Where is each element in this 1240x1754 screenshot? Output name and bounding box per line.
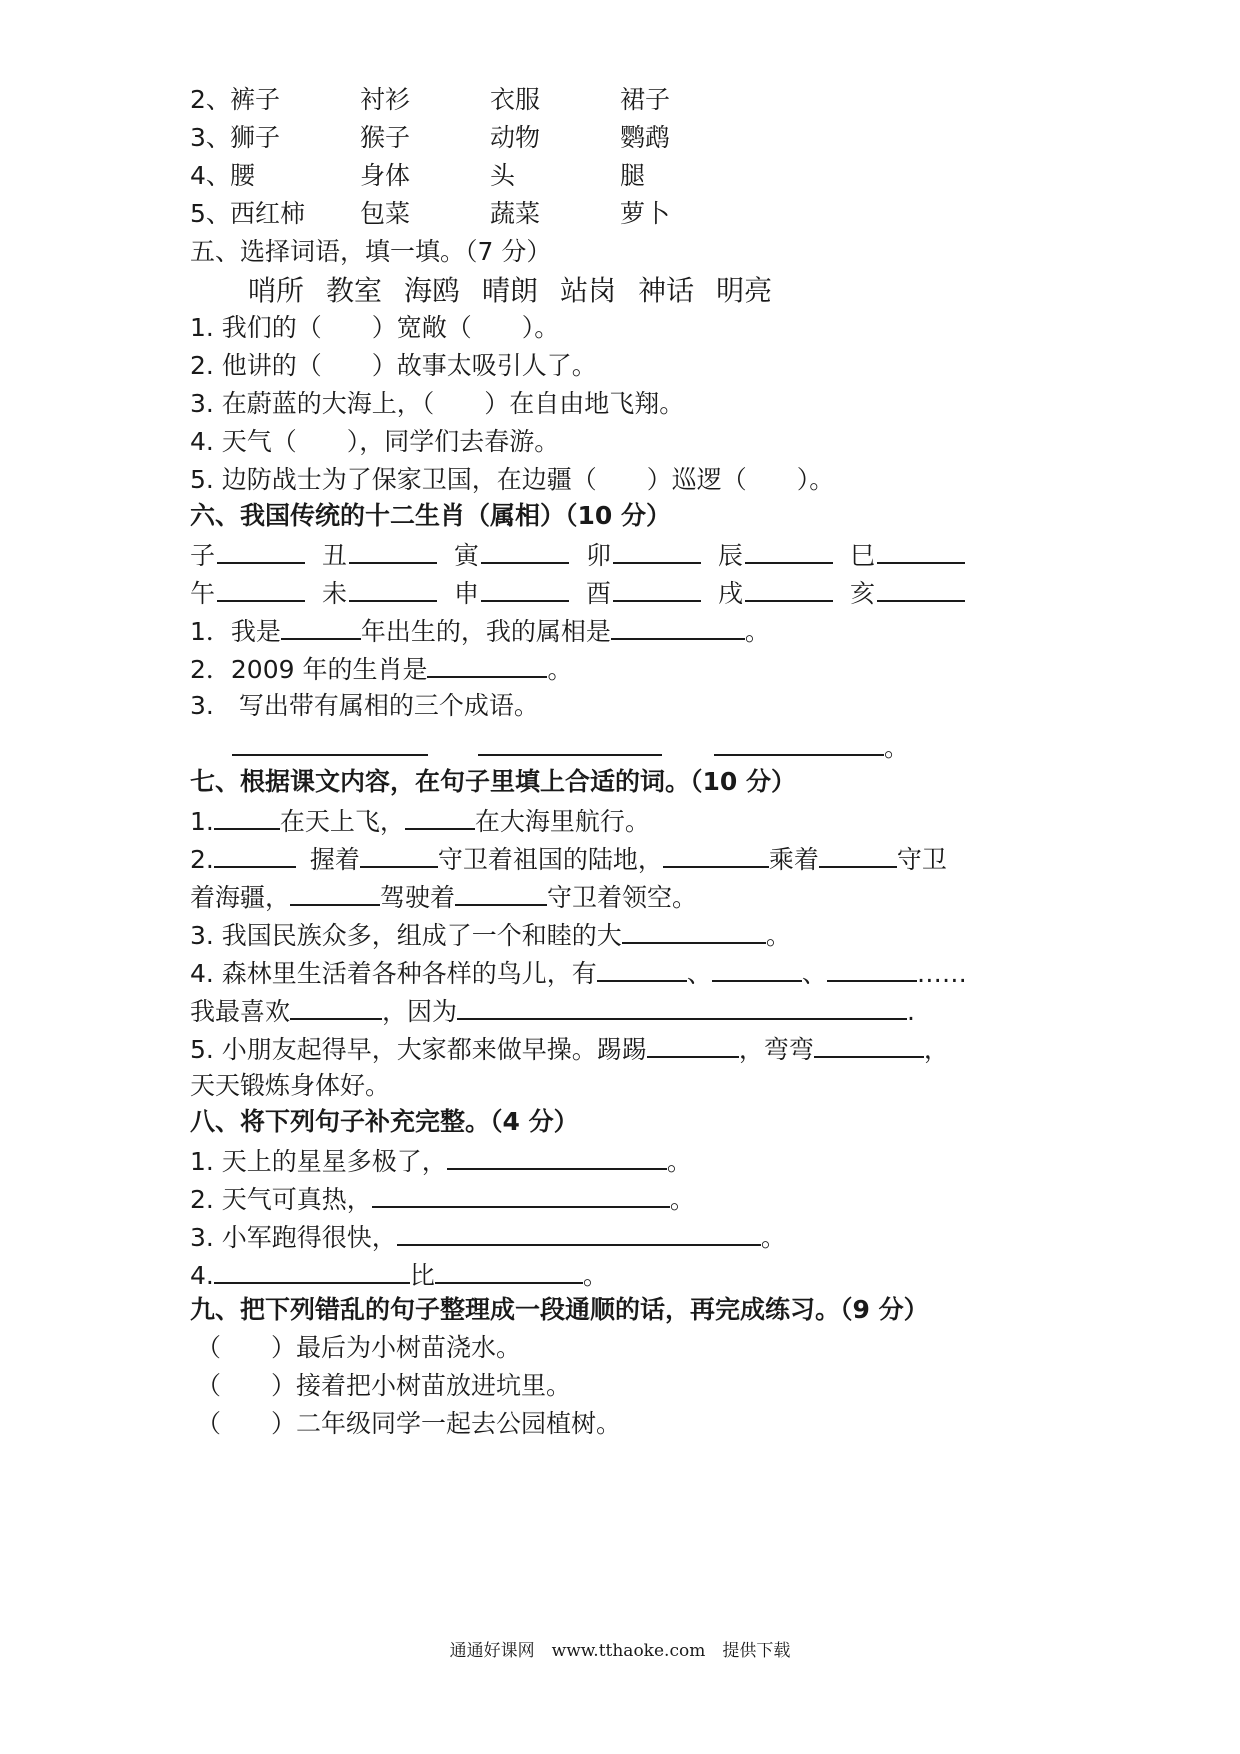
question-text: ，弯弯: [738, 1035, 814, 1064]
zodiac-branch: 辰: [718, 541, 744, 570]
punctuation: 。: [582, 1261, 608, 1290]
word: 动物: [490, 123, 541, 152]
fill-blank[interactable]: [214, 840, 296, 868]
section5-item-1: 1. 我们的（ ）宽敞（ ）。: [190, 313, 560, 342]
question-text: 驾驶着: [380, 883, 456, 912]
word: 猴子: [360, 123, 411, 152]
question-text: 3. 小军跑得很快，: [190, 1223, 397, 1252]
section4-row-3: [190, 120, 670, 156]
fill-blank[interactable]: [827, 954, 917, 982]
zodiac-branch: 酉: [586, 579, 612, 608]
section7-title: 七、根据课文内容，在句子里填上合适的词。（10 分）: [190, 767, 796, 796]
word: 身体: [360, 161, 411, 190]
row-number: 5、: [190, 199, 231, 228]
section6-title: 六、我国传统的十二生肖（属相）（10 分）: [190, 501, 671, 530]
zodiac-blank[interactable]: [217, 574, 305, 602]
question-text: 乘着: [768, 845, 819, 874]
zodiac-item: [322, 536, 454, 574]
zodiac-item: [850, 574, 982, 612]
zodiac-item: [322, 574, 454, 612]
section5-title: 五、选择词语，填一填。（7 分）: [190, 237, 552, 266]
zodiac-branch: 亥: [850, 579, 876, 608]
zodiac-blank[interactable]: [613, 574, 701, 602]
question-number: 4.: [190, 1261, 214, 1290]
word-bank-item: 教室: [326, 274, 383, 307]
question-text: 在天上飞，: [279, 807, 405, 836]
word-bank: [248, 272, 794, 310]
section8-item-3: [190, 1218, 786, 1256]
word: 头: [490, 161, 516, 190]
row-number: 4、: [190, 161, 231, 190]
zodiac-item: [586, 574, 718, 612]
zodiac-item: [454, 574, 586, 612]
section8-item-2: [190, 1180, 695, 1218]
zodiac-blank[interactable]: [745, 574, 833, 602]
punctuation: ……: [916, 959, 967, 988]
question-text: 守卫着领空。: [547, 883, 698, 912]
section7-line-4: [190, 954, 967, 992]
section5-item-3: 3. 在蔚蓝的大海上，（ ）在自由地飞翔。: [190, 389, 685, 418]
word-bank-item: 神话: [638, 274, 695, 307]
punctuation: 。: [760, 1223, 786, 1252]
section8-item-1: [190, 1142, 692, 1180]
zodiac-item: [454, 536, 586, 574]
idiom-blanks: [232, 728, 909, 766]
section8-item-4: [190, 1256, 608, 1294]
section7-line-1: [190, 802, 650, 840]
question-text: 年出生的，我的属相是: [360, 617, 611, 646]
section7-line-5: [190, 1030, 949, 1068]
sentence-blank[interactable]: [214, 1256, 410, 1284]
section9-item-1: （ ）最后为小树苗浇水。: [196, 1333, 522, 1362]
question-text: 3. 我国民族众多，组成了一个和睦的大: [190, 921, 622, 950]
section7-line-4-cont: [190, 992, 915, 1030]
word: 腰: [230, 161, 256, 190]
section6-question-2: [190, 650, 573, 688]
zodiac-blank[interactable]: [481, 574, 569, 602]
zodiac-branch: 午: [190, 579, 216, 608]
fill-blank[interactable]: [290, 992, 382, 1020]
zodiac-branch: 巳: [850, 541, 876, 570]
section4-row-2: [190, 82, 670, 118]
fill-blank[interactable]: [597, 954, 687, 982]
idiom-blank[interactable]: [232, 728, 428, 756]
zodiac-blank[interactable]: [217, 536, 305, 564]
zodiac-branch: 戌: [718, 579, 744, 608]
punctuation: 。: [547, 655, 573, 684]
zodiac-item: [850, 536, 982, 574]
fill-blank[interactable]: [405, 802, 475, 830]
zodiac-blank[interactable]: [349, 536, 437, 564]
word: 衬衫: [360, 85, 411, 114]
punctuation: 、: [801, 959, 827, 988]
section7-line-2-cont: [190, 878, 697, 916]
word: 腿: [620, 161, 646, 190]
zodiac-item: [190, 574, 322, 612]
word: 萝卜: [620, 199, 671, 228]
section8-title: 八、将下列句子补充完整。（4 分）: [190, 1107, 579, 1136]
punctuation: 。: [884, 733, 910, 762]
section4-row-5: [190, 196, 670, 232]
word-bank-item: 哨所: [248, 274, 305, 307]
word: 衣服: [490, 85, 541, 114]
fill-blank[interactable]: [290, 878, 380, 906]
zodiac-blank[interactable]: [349, 574, 437, 602]
word: 西红柿: [230, 199, 306, 228]
question-text: 1. 天上的星星多极了，: [190, 1147, 447, 1176]
section7-line-2: [190, 840, 947, 878]
question-number: 1.: [190, 807, 214, 836]
sentence-blank[interactable]: [372, 1180, 670, 1208]
zodiac-blank[interactable]: [613, 536, 701, 564]
zodiac-branch: 丑: [322, 541, 348, 570]
punctuation: 。: [744, 617, 770, 646]
word: 狮子: [230, 123, 281, 152]
section6-question-3: 3. 写出带有属相的三个成语。: [190, 691, 539, 720]
question-text: 我最喜欢: [190, 997, 291, 1026]
question-text: 比: [409, 1261, 435, 1290]
word-bank-item: 站岗: [560, 274, 617, 307]
fill-blank[interactable]: [712, 954, 802, 982]
section9-title: 九、把下列错乱的句子整理成一段通顺的话，再完成练习。（9 分）: [190, 1295, 929, 1324]
zodiac-row-1: [190, 536, 982, 574]
fill-blank[interactable]: [214, 802, 280, 830]
zodiac-sign-blank[interactable]: [611, 612, 745, 640]
word: 裙子: [620, 85, 671, 114]
word: 裤子: [230, 85, 281, 114]
zodiac-branch: 寅: [454, 541, 480, 570]
punctuation: .: [907, 997, 915, 1026]
fill-blank[interactable]: [622, 916, 766, 944]
zodiac-blank[interactable]: [481, 536, 569, 564]
zodiac-row-2: [190, 574, 982, 612]
fill-blank[interactable]: [663, 840, 769, 868]
zodiac-branch: 申: [454, 579, 480, 608]
zodiac-branch: 子: [190, 541, 216, 570]
section5-item-4: 4. 天气（ ），同学们去春游。: [190, 427, 560, 456]
sentence-blank[interactable]: [397, 1218, 761, 1246]
word-bank-item: 晴朗: [482, 274, 539, 307]
birth-year-blank[interactable]: [281, 612, 361, 640]
idiom-blank[interactable]: [478, 728, 662, 756]
section7-line-5-cont: 天天锻炼身体好。: [190, 1071, 391, 1100]
punctuation: 。: [669, 1185, 695, 1214]
punctuation: 。: [666, 1147, 692, 1176]
section5-item-2: 2. 他讲的（ ）故事太吸引人了。: [190, 351, 597, 380]
question-text: 守卫着祖国的陆地，: [437, 845, 663, 874]
section4-row-4: [190, 158, 645, 194]
question-text: 4. 森林里生活着各种各样的鸟儿，有: [190, 959, 597, 988]
section5-item-5: 5. 边防战士为了保家卫国，在边疆（ ）巡逻（ ）。: [190, 465, 835, 494]
question-text: 着海疆，: [190, 883, 291, 912]
question-text: 5. 小朋友起得早，大家都来做早操。踢踢: [190, 1035, 647, 1064]
question-text: 2．2009 年的生肖是: [190, 655, 428, 684]
year-2009-blank[interactable]: [427, 650, 547, 678]
zodiac-item: [586, 536, 718, 574]
fill-blank[interactable]: [360, 840, 438, 868]
question-text: 握着: [309, 845, 360, 874]
question-text: 在大海里航行。: [474, 807, 650, 836]
page-footer: 通通好课网 www.tthaoke.com 提供下载: [449, 1641, 791, 1661]
word: 包菜: [360, 199, 411, 228]
question-number: 2.: [190, 845, 214, 874]
punctuation: 、: [686, 959, 712, 988]
section9-item-3: （ ）二年级同学一起去公园植树。: [196, 1409, 622, 1438]
zodiac-branch: 卯: [586, 541, 612, 570]
idiom-blank[interactable]: [714, 728, 884, 756]
sentence-blank[interactable]: [447, 1142, 667, 1170]
punctuation: ，: [923, 1035, 949, 1064]
word: 鹦鹉: [620, 123, 671, 152]
fill-blank[interactable]: [647, 1030, 739, 1058]
question-text: 1．我是: [190, 617, 281, 646]
fill-blank[interactable]: [455, 878, 547, 906]
word-bank-item: 明亮: [716, 274, 773, 307]
zodiac-blank[interactable]: [877, 574, 965, 602]
row-number: 2、: [190, 85, 231, 114]
reason-blank[interactable]: [457, 992, 907, 1020]
zodiac-blank[interactable]: [745, 536, 833, 564]
word-bank-item: 海鸥: [404, 274, 461, 307]
section9-item-2: （ ）接着把小树苗放进坑里。: [196, 1371, 572, 1400]
word: 蔬菜: [490, 199, 541, 228]
sentence-blank[interactable]: [435, 1256, 583, 1284]
zodiac-item: [190, 536, 322, 574]
question-text: 守卫: [896, 845, 947, 874]
fill-blank[interactable]: [814, 1030, 924, 1058]
question-text: 2. 天气可真热，: [190, 1185, 372, 1214]
zodiac-blank[interactable]: [877, 536, 965, 564]
zodiac-branch: 未: [322, 579, 348, 608]
question-text: ，因为: [382, 997, 458, 1026]
zodiac-item: [718, 536, 850, 574]
fill-blank[interactable]: [819, 840, 897, 868]
zodiac-item: [718, 574, 850, 612]
row-number: 3、: [190, 123, 231, 152]
section6-question-1: [190, 612, 770, 650]
section7-line-3: [190, 916, 791, 954]
punctuation: 。: [765, 921, 791, 950]
